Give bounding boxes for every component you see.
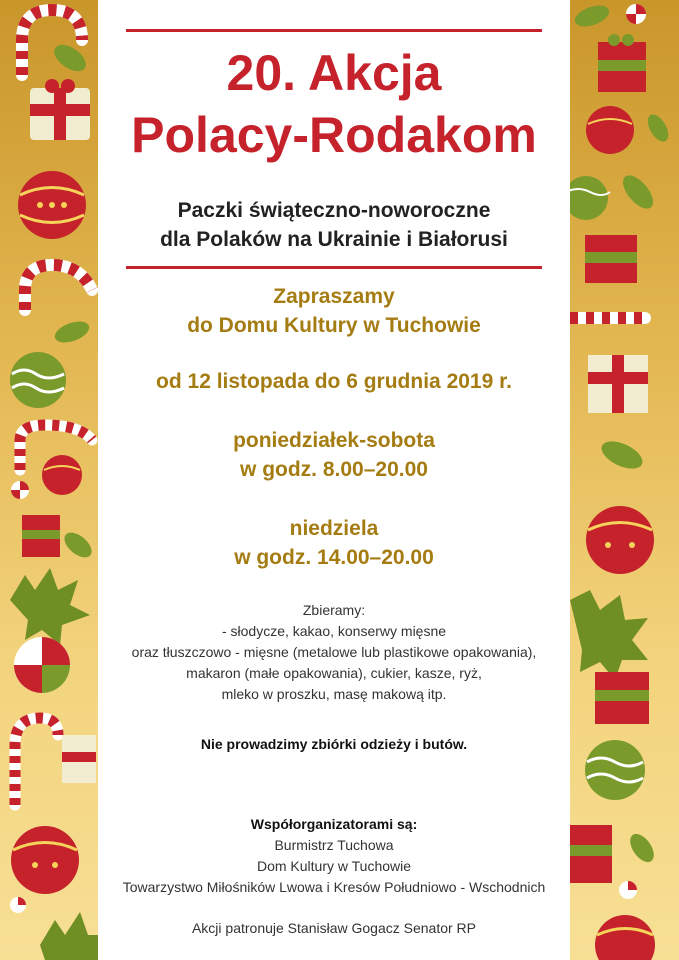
title-line-2: Polacy-Rodakom [131, 107, 537, 163]
ornament-ball-icon [570, 176, 610, 220]
ornament-ball-icon [595, 915, 655, 960]
leaf-icon [617, 170, 658, 213]
organizer-item: Burmistrz Tuchowa [274, 837, 394, 853]
collection-item: makaron (małe opakowania), cukier, kasze, ryż, [186, 665, 482, 681]
sunday-time: w godz. 14.00–20.00 [234, 546, 434, 569]
gift-box-icon [598, 34, 646, 92]
gift-box-icon [62, 735, 96, 783]
candy-cane-icon [25, 265, 92, 310]
weekday-days: poniedziałek-sobota [233, 429, 435, 452]
peppermint-icon [619, 881, 637, 899]
patron-line: Akcji patronuje Stanisław Gogacz Senator RP [191, 920, 477, 936]
sunday-hours [98, 514, 570, 572]
leaf-icon [625, 830, 658, 867]
ornament-ball-icon [585, 740, 645, 800]
gift-box-icon [570, 825, 612, 883]
candy-cane-icon [15, 718, 58, 805]
collection-item: oraz tłuszczowo - mięsne (metalowe lub plastikowe opakowania), [131, 644, 537, 660]
date-range: od 12 listopada do 6 grudnia 2019 r. [156, 370, 512, 393]
leaf-icon [60, 528, 96, 562]
peppermint-icon [10, 897, 26, 913]
gift-box-icon [588, 355, 648, 413]
ornament-ball-icon [586, 506, 654, 574]
ornament-ball-icon [11, 826, 79, 894]
weekday-time: w godz. 8.00–20.00 [240, 458, 428, 481]
organizer-item: Towarzystwo Miłośników Lwowa i Kresów Południowo - Wschodnich [122, 879, 546, 895]
weekday-hours [98, 426, 570, 484]
middle-rule [126, 266, 542, 269]
peppermint-icon [626, 4, 646, 24]
ornament-ball-icon [586, 106, 634, 154]
poster-title [98, 42, 570, 166]
ornament-ball-icon [18, 171, 86, 239]
leaf-icon [644, 111, 673, 145]
holly-leaf-icon [570, 590, 648, 680]
organizers [98, 814, 570, 898]
peppermint-icon [11, 481, 29, 499]
poster-subtitle [98, 196, 570, 254]
ornament-ball-icon [10, 352, 66, 408]
collection-list [98, 600, 570, 705]
collection-item: - słodycze, kakao, konserwy mięsne [221, 623, 447, 639]
collection-heading: Zbieramy: [302, 602, 366, 618]
leaf-icon [572, 1, 612, 30]
top-rule [126, 29, 542, 32]
gift-box-icon [595, 672, 649, 724]
invitation-line-2: do Domu Kultury w Tuchowie [187, 314, 481, 337]
collection-item: mleko w proszku, masę makową itp. [221, 686, 447, 702]
subtitle-line-1: Paczki świąteczno-noworoczne [177, 199, 491, 222]
subtitle-line-2: dla Polaków na Ukrainie i Białorusi [160, 228, 508, 251]
title-line-1: 20. Akcja [226, 45, 442, 101]
gift-box-icon [22, 515, 60, 557]
leaf-icon [52, 317, 92, 346]
holly-leaf-icon [40, 912, 98, 960]
invitation-line-1: Zapraszamy [273, 285, 395, 308]
right-decorative-border [570, 0, 679, 960]
ornament-ball-icon [42, 455, 82, 495]
invitation [98, 282, 570, 340]
holly-leaf-icon [10, 568, 90, 645]
gift-box-icon [30, 79, 90, 140]
gift-box-icon [585, 235, 637, 283]
organizers-heading: Współorganizatorami są: [250, 816, 418, 832]
notice-text: Nie prowadzimy zbiórki odzieży i butów. [200, 736, 468, 752]
sunday-days: niedziela [289, 517, 379, 540]
peppermint-icon [14, 637, 70, 693]
no-clothes-notice [98, 734, 570, 755]
organizer-item: Dom Kultury w Tuchowie [256, 858, 412, 874]
left-decorative-border [0, 0, 98, 960]
leaf-icon [597, 436, 646, 475]
